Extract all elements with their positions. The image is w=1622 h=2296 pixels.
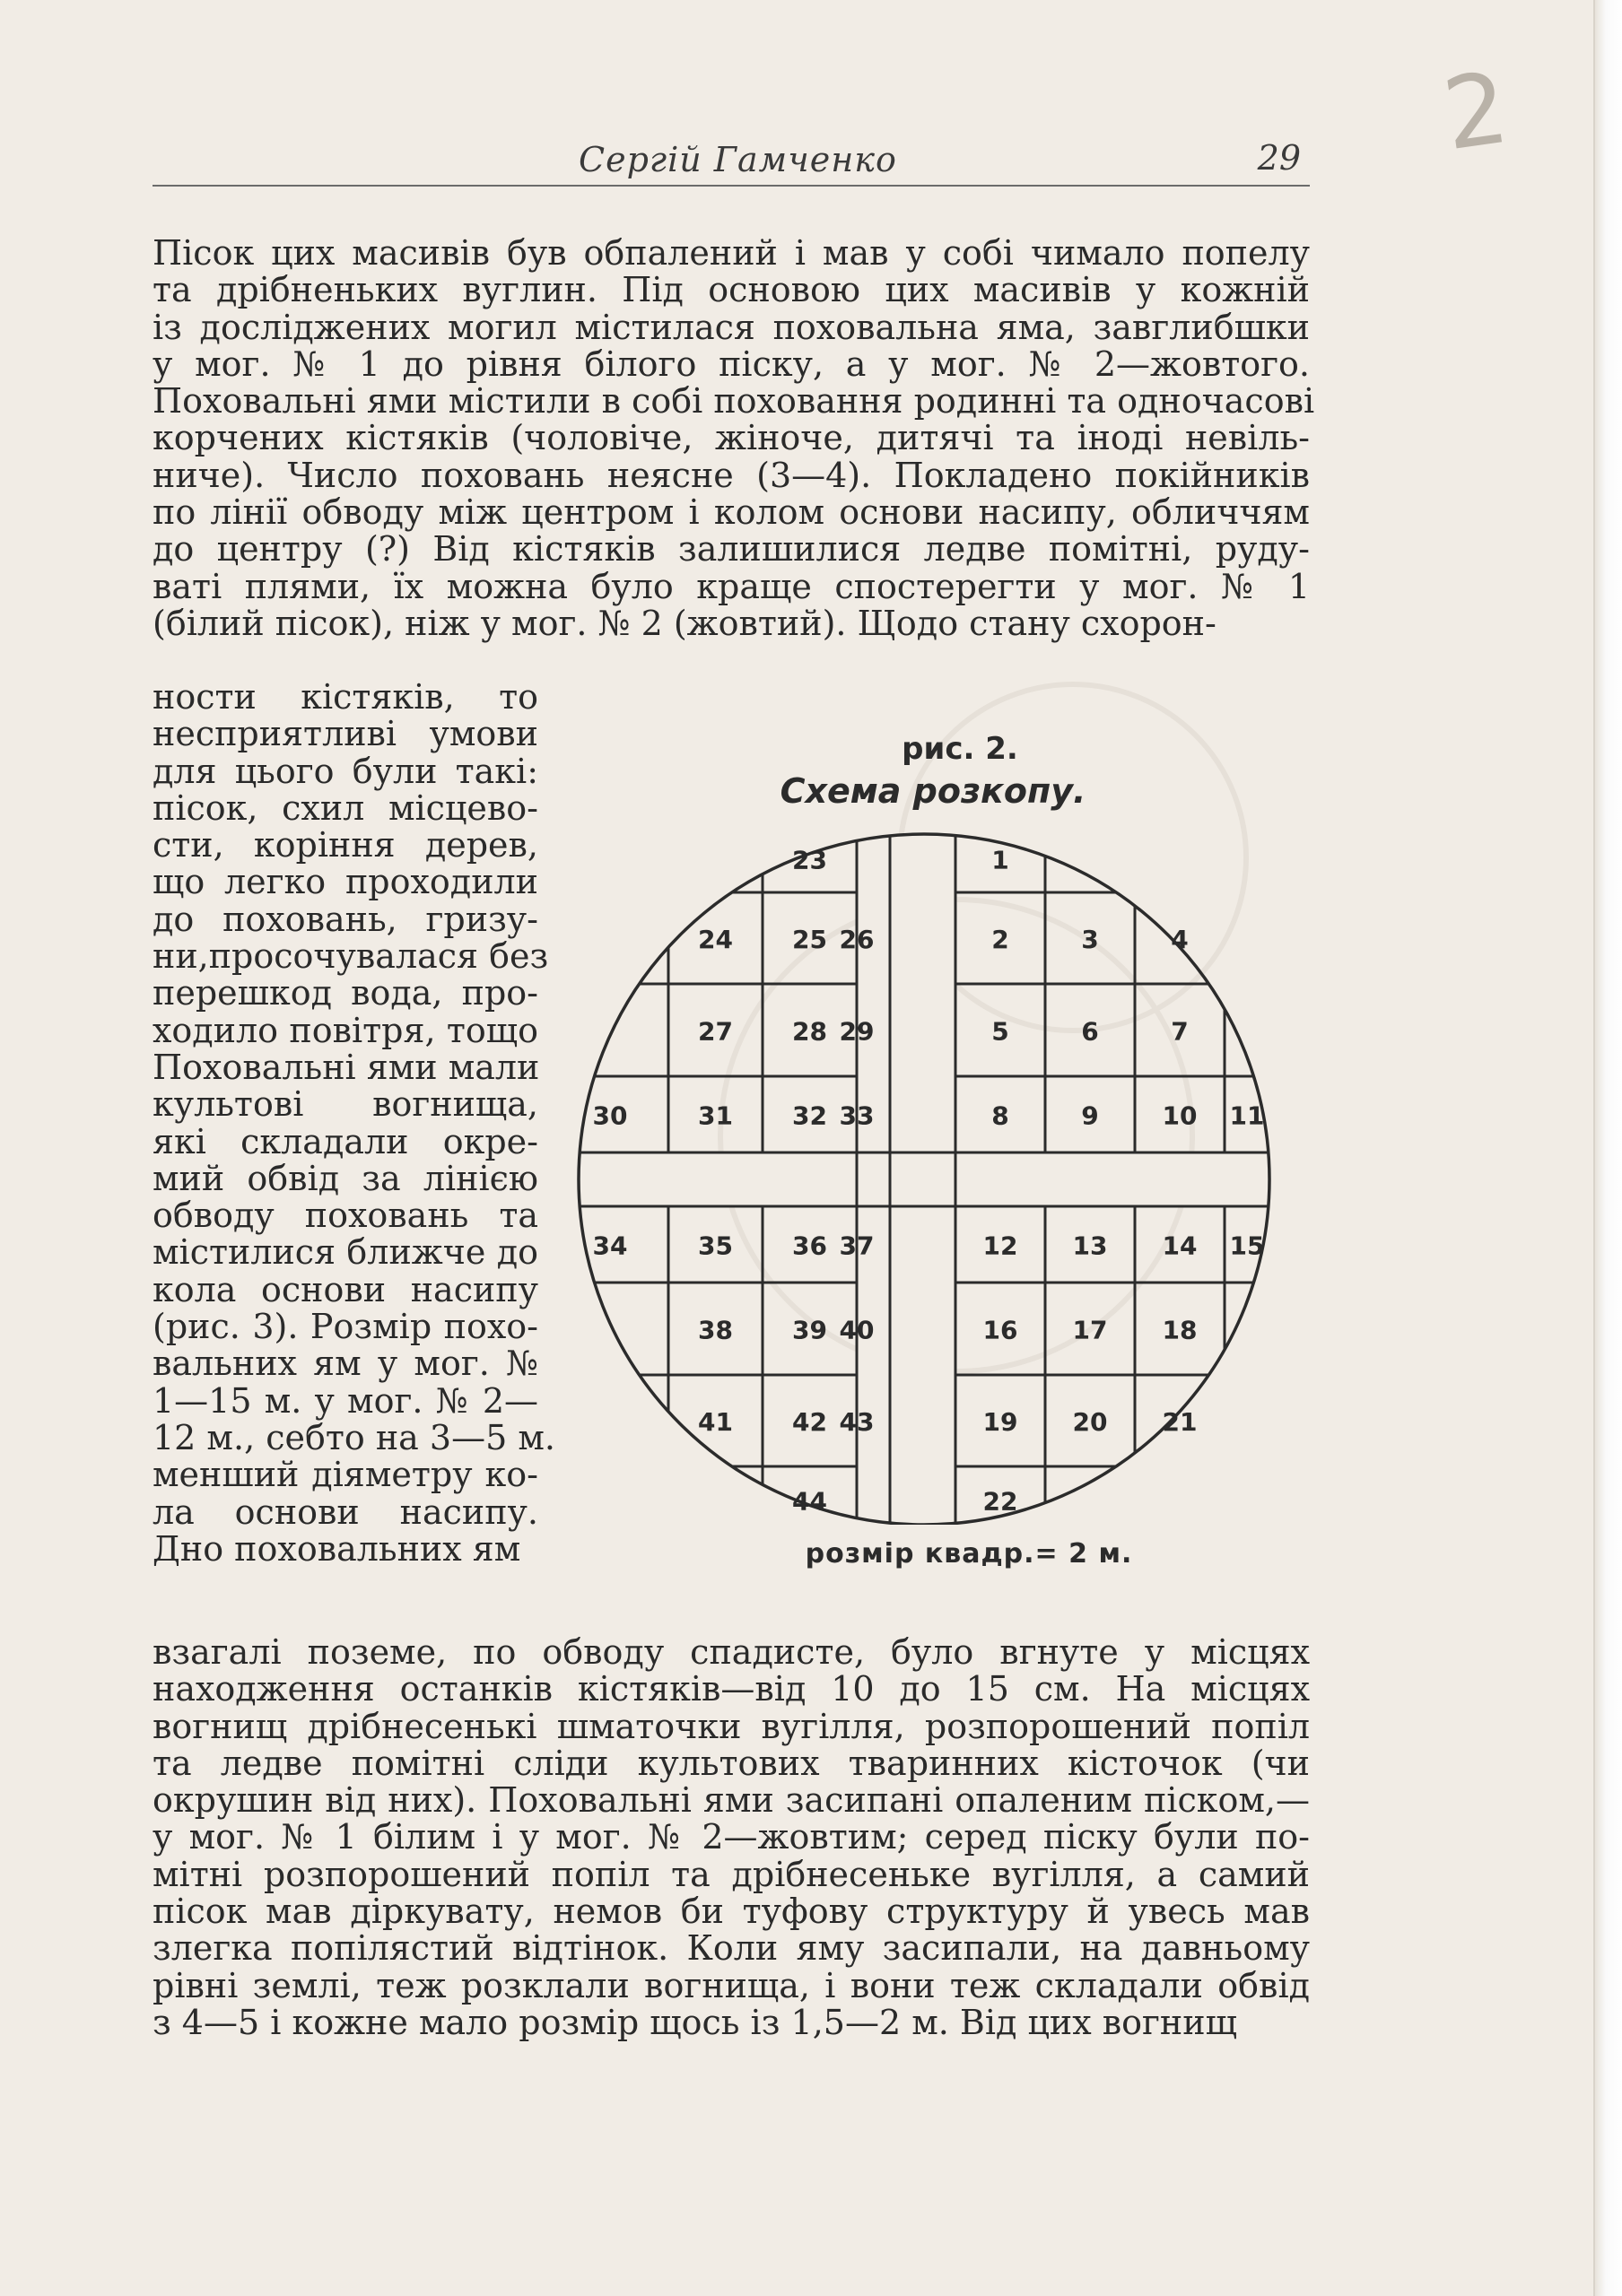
text-line: окрушин від них). Поховальні ями засипані опаленим піском,— <box>153 1780 1310 1821</box>
text-line: з 4—5 і кожне мало розмір щось із 1,5—2 м. Від цих вогнищ <box>153 2002 1237 2042</box>
text-line: та дрібненьких вуглин. Під основою цих масивів у кожній <box>153 270 1310 310</box>
square-number: 8 <box>991 1100 1009 1131</box>
text-line: рівні землі, теж розклали вогнища, і вони теж складали обвід <box>153 1965 1310 2005</box>
square-number: 40 <box>839 1315 875 1345</box>
text-line: Дно поховальних ям <box>153 1528 521 1569</box>
square-number: 21 <box>1162 1407 1198 1437</box>
square-number: 18 <box>1162 1315 1198 1345</box>
text-line: та ледве помітні сліди культових тваринних кісточок (чи <box>153 1743 1310 1783</box>
pencil-mark: 2 <box>1436 49 1515 173</box>
square-number: 34 <box>592 1231 628 1261</box>
running-head: Сергій Гамченко <box>579 140 897 179</box>
text-line: Поховальні ями мали <box>153 1047 540 1087</box>
square-number: 5 <box>991 1016 1009 1047</box>
square-number: 11 <box>1229 1100 1265 1131</box>
square-number: 1 <box>991 845 1009 875</box>
paragraph-top <box>153 233 1315 643</box>
square-number: 38 <box>698 1315 733 1345</box>
text-line: пісок, схил місцево- <box>153 787 538 828</box>
square-number: 33 <box>839 1100 875 1131</box>
text-line: 12 м., себто на 3—5 м. <box>153 1417 555 1457</box>
paragraph-wrapped-column <box>153 677 555 1569</box>
text-line: (білий пісок), ніж у мог. № 2 (жовтий). Щодо стану схорон- <box>153 603 1216 643</box>
square-number: 32 <box>792 1100 827 1131</box>
text-line: до поховань, гризу- <box>153 899 538 939</box>
text-line: що легко проходили <box>153 862 538 902</box>
square-number: 15 <box>1229 1231 1265 1261</box>
text-line: корчених кістяків (чоловіче, жіноче, дитячі та іноді невіль- <box>153 418 1310 458</box>
square-number: 35 <box>698 1231 733 1261</box>
figure-caption: Схема розкопу. <box>780 771 1086 811</box>
square-number: 44 <box>792 1486 827 1517</box>
text-line: (рис. 3). Розмір похо- <box>153 1307 538 1347</box>
text-line: кола основи насипу <box>153 1269 538 1309</box>
square-number: 7 <box>1171 1016 1189 1047</box>
text-line: ниче). Число поховань неясне (3—4). Покладено покійників <box>153 455 1310 495</box>
text-line: у мог. № 1 до рівня білого піску, а у мог. № 2—жовтого. <box>153 344 1310 384</box>
square-number: 3 <box>1081 925 1099 954</box>
square-number: 13 <box>1072 1231 1108 1261</box>
square-number: 42 <box>792 1407 827 1437</box>
square-number: 17 <box>1072 1315 1108 1345</box>
text-line: взагалі поземе, по обводу спадисте, було вгнуте у місцях <box>153 1632 1310 1672</box>
text-line: із досліджених могил містилася поховальна яма, завглибшки <box>153 307 1310 347</box>
text-line: по лінії обводу між центром і колом основи насипу, обличчям <box>153 492 1310 533</box>
square-number: 39 <box>792 1315 827 1345</box>
square-number: 16 <box>982 1315 1018 1345</box>
text-line: вогнищ дрібнесенькі шматочки вугілля, розпорошений попіл <box>153 1706 1310 1746</box>
text-line: Пісок цих масивів був обпалений і мав у собі чимало попелу <box>153 233 1310 273</box>
square-number: 26 <box>839 925 875 954</box>
square-number: 6 <box>1081 1016 1099 1047</box>
text-line: ни,просочувалася без <box>153 936 549 977</box>
square-number: 29 <box>839 1016 875 1047</box>
figure-label: рис. 2. <box>902 731 1018 767</box>
text-line: ваті плями, їх можна було краще спостерегти у мог. № 1 <box>153 566 1310 606</box>
text-line: мий обвід за лінією <box>153 1158 538 1198</box>
excavation-plan-diagram <box>565 816 1301 1525</box>
square-number: 19 <box>982 1407 1018 1437</box>
square-number: 9 <box>1081 1100 1099 1131</box>
page-header <box>153 135 1310 187</box>
figure-scale-note: розмір квадр.= 2 м. <box>805 1538 1133 1570</box>
text-line: містилися ближче до <box>153 1232 538 1273</box>
square-number: 25 <box>792 925 827 954</box>
square-number: 41 <box>698 1407 733 1437</box>
text-line: для цього були такі: <box>153 751 538 791</box>
text-line: пісок мав діркувату, немов би туфову структуру й увесь мав <box>153 1892 1310 1932</box>
text-line: менший діяметру ко- <box>153 1455 538 1495</box>
text-line: ла основи насипу. <box>153 1492 538 1532</box>
text-line: мітні розпорошений попіл та дрібнесеньке вугілля, а самий <box>153 1854 1310 1894</box>
text-line: сти, коріння дерев, <box>153 825 538 865</box>
text-line: несприятливі умови <box>153 714 538 754</box>
text-line: Поховальні ями містили в собі поховання родинні та одночасові <box>153 381 1315 422</box>
square-number: 43 <box>839 1407 875 1437</box>
square-number: 24 <box>698 925 733 954</box>
square-number: 10 <box>1162 1100 1198 1131</box>
text-line: перешкод вода, про- <box>153 973 538 1013</box>
page-edge <box>1595 0 1622 2296</box>
figure-excavation-plan <box>565 718 1301 1596</box>
page-number: 29 <box>1257 138 1301 178</box>
text-line: ности кістяків, то <box>153 677 538 717</box>
text-line: вальних ям у мог. № <box>153 1344 538 1384</box>
square-number: 12 <box>982 1231 1018 1261</box>
text-line: ходило повітря, тощо <box>153 1010 538 1050</box>
text-line: 1—15 м. у мог. № 2— <box>153 1380 538 1421</box>
square-number: 28 <box>792 1016 827 1047</box>
square-number: 23 <box>792 845 827 875</box>
square-number: 31 <box>698 1100 733 1131</box>
square-number: 14 <box>1162 1231 1198 1261</box>
text-line: культові вогнища, <box>153 1084 538 1125</box>
text-line: до центру (?) Від кістяків залишилися ледве помітні, руду- <box>153 529 1310 570</box>
square-number: 4 <box>1171 925 1189 954</box>
square-number: 20 <box>1072 1407 1108 1437</box>
text-line: злегка попілястий відтінок. Коли яму засипали, на давньому <box>153 1928 1310 1969</box>
square-number: 27 <box>698 1016 733 1047</box>
square-number: 37 <box>839 1231 875 1261</box>
text-line: у мог. № 1 білим і у мог. № 2—жовтим; серед піску були по- <box>153 1817 1310 1857</box>
text-line: обводу поховань та <box>153 1196 538 1236</box>
square-number: 22 <box>982 1486 1018 1517</box>
square-number: 36 <box>792 1231 827 1261</box>
square-number: 30 <box>592 1100 628 1131</box>
text-line: находження останків кістяків—від 10 до 15 см. На місцях <box>153 1669 1310 1709</box>
paragraph-bottom <box>153 1634 1310 2041</box>
text-line: які складали окре- <box>153 1121 538 1161</box>
square-number: 2 <box>991 925 1009 954</box>
